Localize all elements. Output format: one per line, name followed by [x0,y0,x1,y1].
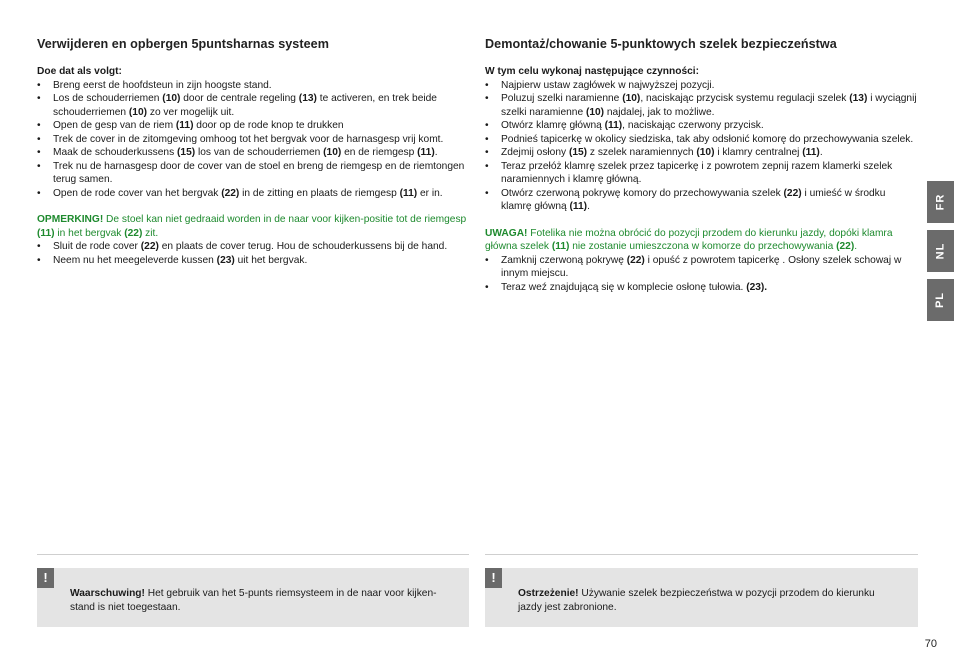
reference-number: (11) [37,227,55,239]
text-segment: , naciskając przycisk systemu regulacji szelek [640,93,850,104]
left-column [37,37,467,267]
text-segment: Sluit de rode cover [53,241,141,252]
list-item [37,240,467,254]
text-segment: uit het bergvak. [234,254,308,266]
text-segment: zit. [142,227,159,239]
right-warning-box [485,568,918,627]
right-steps-2 [485,254,917,295]
text-segment: Zdejmij osłony [501,147,569,158]
reference-number: (10) [162,93,181,104]
text-segment: Breng eerst de hoofdsteun in zijn hoogste stand. [53,79,272,91]
tab-pl[interactable] [927,279,954,321]
reference-number: (22) [140,241,159,252]
text-segment: Otwórz klamrę główną [501,120,605,131]
text-segment: in het bergvak [54,227,125,239]
text-segment: Najpierw ustaw zagłówek w najwyższej pozycji. [501,79,715,91]
tab-nl[interactable] [927,230,954,272]
reference-number: (11) [604,120,623,131]
list-item [37,254,467,268]
left-steps-2 [37,240,467,267]
reference-number: (10) [585,106,605,118]
left-steps [37,79,467,201]
right-title: Demontaż/chowanie 5-punktowych szelek bezpieczeństwa [485,37,837,51]
page-number: 70 [924,638,937,650]
left-warning-box [37,568,469,627]
list-item [485,160,917,187]
text-segment: los van de schouderriemen [195,147,324,158]
reference-number: (11) [399,187,418,199]
text-segment: i umieść w środku klamrę główną [501,187,886,212]
list-item [37,119,467,133]
tab-fr-label: FR [934,193,947,211]
text-segment: i wyciągnij szelki naramienne [501,93,917,118]
text-segment: . [819,147,823,158]
list-item [485,133,917,147]
reference-number: (13) [849,93,868,104]
list-item [37,187,467,201]
list-item [485,119,917,133]
list-item [485,281,917,295]
text-segment: i opuść z powrotem tapicerkę . Osłony szelek schowaj w innym miejscu. [501,254,902,279]
list-item [37,133,467,147]
reference-number: (11) [175,120,194,131]
left-title: Verwijderen en opbergen 5puntsharnas systeem [37,37,329,51]
reference-number: (11) [569,201,588,212]
text-segment: . [434,147,438,158]
left-warning-text [70,587,449,614]
warning-icon: ! [37,568,54,588]
tab-nl-label: NL [934,242,947,260]
text-segment: z szelek naramiennych [587,147,697,158]
list-item [37,79,467,93]
tab-fr[interactable] [927,181,954,223]
text-segment: en de riemgesp [341,147,418,158]
text-segment: i klamry centralnej [714,147,803,158]
reference-number: (22) [836,241,855,252]
text-segment: door de centrale regeling [180,93,299,104]
left-intro: Doe dat als volgt: [37,66,122,77]
list-item [37,146,467,160]
right-note-label: UWAGA! [485,227,528,239]
right-column [485,37,917,294]
text-segment: Neem nu het meegeleverde kussen [53,254,217,266]
reference-number: (11) [417,147,435,158]
text-segment: Los de schouderriemen [53,93,163,104]
list-item [485,92,917,119]
list-item [37,160,467,187]
text-segment: . [587,201,590,212]
reference-number: (23). [746,281,768,293]
reference-number: (15) [177,147,196,158]
text-segment: Trek nu de harnasgesp door de cover van de stoel en breng de riemgesp en de riemtongen terug samen. [53,160,465,185]
text-segment: najdalej, jak to możliwe. [604,106,715,118]
text-segment: nie zostanie umieszczona w komorze do przechowywania [569,241,837,252]
right-warning-label: Ostrzeżenie! [518,588,579,599]
text-segment: en plaats de cover terug. Hou de schouderkussens bij de hand. [158,241,448,252]
text-segment: er in. [417,187,443,199]
text-segment: Zamknij czerwoną pokrywę [501,254,627,266]
text-segment: Open de rode cover van het bergvak [53,187,222,199]
right-warning-text [518,587,898,614]
right-steps [485,79,917,214]
reference-number: (10) [622,93,641,104]
text-segment: Teraz przełóż klamrę szelek przez tapicerkę i z powrotem zepnij razem klamerki szelek naramiennych i klamrę główną. [501,160,893,185]
right-note-text [485,228,893,253]
text-segment: zo ver mogelijk uit. [147,106,235,118]
right-warning-body: Używanie szelek bezpieczeństwa w pozycji przodem do kierunku jazdy jest zabronione. [518,588,875,613]
text-segment: door op de rode knop te drukken [193,120,344,131]
left-warning-label: Waarschuwing! [70,588,145,599]
reference-number: (10) [128,106,148,118]
warning-icon: ! [485,568,502,588]
text-segment: in de zitting en plaats de riemgesp [239,187,400,199]
list-item [485,146,917,160]
text-segment: Podnieś tapicerkę w okolicy siedziska, tak aby odsłonić komorę do przechowywania szelek. [501,133,914,145]
right-intro: W tym celu wykonaj następujące czynności: [485,66,700,77]
text-segment: De stoel kan niet gedraaid worden in de naar voor kijken-positie tot de riemgesp [103,214,467,225]
right-divider [485,554,918,555]
right-note [485,227,917,254]
text-segment: Fotelika nie można obrócić do pozycji przodem do kierunku jazdy, dopóki klamra główna szelek [485,227,893,252]
text-segment: Maak de schouderkussens [53,147,178,158]
reference-number: (22) [626,254,645,266]
text-segment: . [854,241,858,252]
reference-number: (22) [124,227,143,239]
reference-number: (11) [551,241,570,252]
text-segment: Otwórz czerwoną pokrywę komory do przechowywania szelek [501,187,784,199]
reference-number: (10) [696,147,715,158]
left-note [37,213,467,240]
reference-number: (13) [298,93,317,104]
left-divider [37,554,469,555]
text-segment: Open de gesp van de riem [53,120,176,131]
reference-number: (22) [783,187,802,199]
text-segment: Trek de cover in de zitomgeving omhoog tot het bergvak voor de harnasgesp vrij komt. [53,133,444,145]
reference-number: (11) [802,147,820,158]
left-note-label: OPMERKING! [37,214,104,225]
text-segment: te activeren, en trek beide schouderriemen [53,93,437,118]
text-segment: Teraz weź znajdującą się w komplecie osłonę tułowia. [501,281,747,293]
left-warning-body: Het gebruik van het 5-punts riemsysteem in de naar voor kijken-stand is niet toegestaan. [70,588,437,613]
reference-number: (10) [323,147,342,158]
list-item [485,254,917,281]
text-segment: Poluzuj szelki naramienne [501,93,623,104]
tab-pl-label: PL [934,291,947,309]
text-segment: , naciskając czerwony przycisk. [622,120,764,131]
reference-number: (23) [216,254,235,266]
list-item [485,79,917,93]
reference-number: (15) [568,147,588,158]
list-item [485,187,917,214]
reference-number: (22) [221,187,240,199]
list-item [37,92,467,119]
